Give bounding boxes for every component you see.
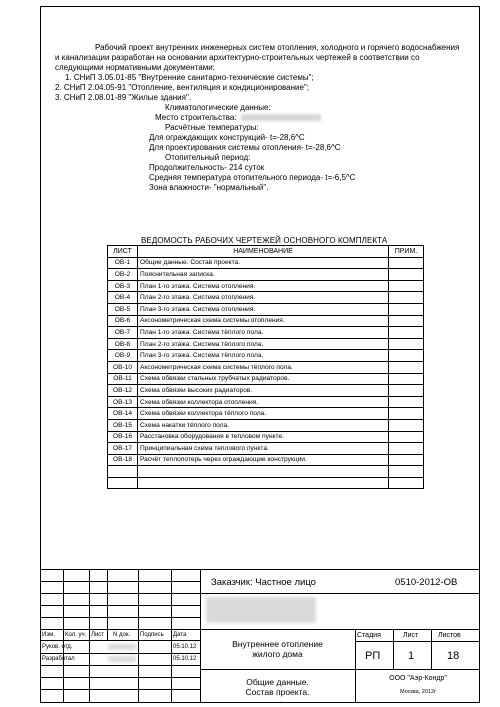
customer-label: Заказчик: Частное лицо bbox=[211, 577, 316, 588]
sheet-note bbox=[389, 350, 424, 362]
sheet-note bbox=[389, 361, 424, 373]
sheet-title: План 1-го этажа. Система отопления. bbox=[138, 280, 389, 292]
col-izm: Изм. bbox=[42, 632, 55, 638]
table-row bbox=[108, 350, 424, 362]
empty-cell bbox=[108, 477, 138, 489]
redacted-name-2 bbox=[108, 656, 136, 662]
table-row bbox=[108, 408, 424, 420]
sheet-name: Общие данные. Состав проекта. bbox=[245, 677, 310, 697]
sheet-title: Аксонометрическая схема системы тёплого пола. bbox=[138, 361, 389, 373]
sheet-title: План 3-го этажа. Система отопления. bbox=[138, 303, 389, 315]
norm-item: 3. СНиП 2.08.01-89 "Жилые здания". bbox=[55, 93, 192, 102]
date-developer: 05.10.12 bbox=[173, 656, 197, 662]
empty-cell bbox=[138, 477, 389, 489]
table-row bbox=[108, 303, 424, 315]
table-row bbox=[108, 419, 424, 431]
table-row bbox=[108, 373, 424, 385]
col-kol: Кол. уч. bbox=[65, 632, 87, 638]
sheets-label: Листов bbox=[438, 632, 461, 639]
table-row bbox=[108, 315, 424, 327]
city-year: Москва, 2012г bbox=[399, 689, 437, 695]
sheet-note bbox=[389, 408, 424, 420]
role-head: Руков. отд. bbox=[42, 644, 73, 650]
sheet-code: ОВ-18 bbox=[108, 454, 138, 466]
sheet-title: Схема обвязки стальных трубчатых радиаторов. bbox=[138, 373, 389, 385]
table-row bbox=[108, 292, 424, 304]
sheet-code: ОВ-4 bbox=[108, 292, 138, 304]
sheet-value: 1 bbox=[408, 650, 415, 662]
sheet-code: ОВ-6 bbox=[108, 315, 138, 327]
table-row bbox=[108, 431, 424, 443]
drawing-sheet bbox=[40, 6, 480, 703]
drawings-list-table bbox=[107, 245, 424, 489]
sheet-code: ОВ-14 bbox=[108, 408, 138, 420]
table-row bbox=[108, 257, 424, 269]
humidity-zone: Зона влажности- "нормальный". bbox=[149, 183, 269, 192]
stage-label: Стадия bbox=[357, 632, 381, 639]
table-row bbox=[108, 327, 424, 339]
sheet-code: ОВ-9 bbox=[108, 350, 138, 362]
sheet-code: ОВ-16 bbox=[108, 431, 138, 443]
col-data: Дата bbox=[173, 632, 187, 638]
sheet-code: ОВ-12 bbox=[108, 385, 138, 397]
header-name: НАИМЕНОВАНИЕ bbox=[138, 246, 389, 258]
sheet-code: ОВ-1 bbox=[108, 257, 138, 269]
norm-item: 2. СНиП 2.04.05-91 "Отопление, вентиляция и кондиционирование"; bbox=[55, 83, 310, 92]
sheet-note bbox=[389, 257, 424, 269]
title-block bbox=[41, 569, 479, 702]
table-row bbox=[108, 454, 424, 466]
redacted-address bbox=[206, 597, 316, 623]
heating-period-heading: Отопительный период: bbox=[165, 153, 251, 162]
table-row bbox=[108, 338, 424, 350]
col-list: Лист bbox=[91, 632, 105, 638]
sheet-code: ОВ-15 bbox=[108, 419, 138, 431]
sheet-title: План 3-го этажа. Система тёплого пола. bbox=[138, 350, 389, 362]
col-podpis: Подпись bbox=[140, 632, 164, 638]
sheet-title: Схема обвязки коллектора отопления. bbox=[138, 396, 389, 408]
empty-cell bbox=[389, 466, 424, 478]
company-name: ООО "Аэр-Кондр" bbox=[389, 675, 447, 682]
calc-temps-heading: Расчётные температуры: bbox=[165, 123, 259, 132]
sheet-code: ОВ-10 bbox=[108, 361, 138, 373]
sheet-title: Расчёт теплопотерь через ограждающие конструкции. bbox=[138, 454, 389, 466]
sheet-title: План 2-го этажа. Система отопления. bbox=[138, 292, 389, 304]
sheet-note bbox=[389, 396, 424, 408]
general-notes bbox=[55, 43, 465, 193]
stage-value: РП bbox=[365, 650, 381, 662]
table-row bbox=[108, 385, 424, 397]
sheet-title: Схема обвязки высоких радиаторов. bbox=[138, 385, 389, 397]
sheet-title: Схема накатки тёплого пола. bbox=[138, 419, 389, 431]
col-ndok: N док. bbox=[113, 632, 131, 638]
empty-row bbox=[108, 477, 424, 489]
sheet-code: ОВ-7 bbox=[108, 327, 138, 339]
redacted-place bbox=[241, 114, 321, 121]
empty-row bbox=[108, 466, 424, 478]
sheet-note bbox=[389, 338, 424, 350]
sheet-code: ОВ-17 bbox=[108, 443, 138, 455]
sheet-code: ОВ-3 bbox=[108, 280, 138, 292]
sheet-note bbox=[389, 373, 424, 385]
sheet-code: ОВ-5 bbox=[108, 303, 138, 315]
empty-cell bbox=[138, 466, 389, 478]
sheet-title: План 2-го этажа. Система тёплого пола. bbox=[138, 338, 389, 350]
norm-item: 1. СНиП 3.05.01-85 "Внутренние санитарно-технические системы"; bbox=[65, 73, 314, 82]
table-row bbox=[108, 280, 424, 292]
table-header-row bbox=[108, 246, 424, 258]
empty-cell bbox=[108, 466, 138, 478]
sheets-value: 18 bbox=[447, 650, 460, 662]
sheet-note bbox=[389, 303, 424, 315]
envelope-temp: Для ограждающих конструкций- t=-28,6^C bbox=[149, 133, 305, 142]
sheet-note bbox=[389, 454, 424, 466]
heating-duration: Продолжительность- 214 суток bbox=[149, 163, 265, 172]
sheet-title: Схема обвязки коллектора тёплого пола. bbox=[138, 408, 389, 420]
vedomost-title: ВЕДОМОСТЬ РАБОЧИХ ЧЕРТЕЖЕЙ ОСНОВНОГО КОМПЛЕКТА bbox=[141, 236, 388, 245]
sheet-note bbox=[389, 292, 424, 304]
empty-cell bbox=[389, 477, 424, 489]
sheet-code: ОВ-8 bbox=[108, 338, 138, 350]
sheet-note bbox=[389, 327, 424, 339]
table-row bbox=[108, 396, 424, 408]
construction-place-label: Место строительства: bbox=[55, 113, 465, 123]
sheet-title: Расстановка оборудования в тепловом пункте. bbox=[138, 431, 389, 443]
sheet-title: Пояснительная записка. bbox=[138, 269, 389, 281]
sheet-title: Аксонометрическая схема системы отопления. bbox=[138, 315, 389, 327]
climate-heading: Климатологические данные: bbox=[165, 103, 271, 112]
table-row bbox=[108, 361, 424, 373]
date-head: 05.10.12 bbox=[173, 644, 197, 650]
sheet-note bbox=[389, 269, 424, 281]
object-title: Внутреннее отопление жилого дома bbox=[232, 639, 323, 659]
document-code: 0510-2012-ОВ bbox=[395, 577, 458, 588]
notes-intro-paragraph: Рабочий проект внутренних инженерных систем отопления, холодного и горячего водоснабжения и канализации разработан на основании архитектурно-строительных чертежей в соответствии со следующими нормативными документами: bbox=[55, 43, 460, 72]
sheet-note bbox=[389, 280, 424, 292]
sheet-title: Принципиальная схема теплового пункта. bbox=[138, 443, 389, 455]
sheet-code: ОВ-13 bbox=[108, 396, 138, 408]
sheet-note bbox=[389, 443, 424, 455]
role-developer: Разработал bbox=[42, 656, 75, 662]
sheet-note bbox=[389, 385, 424, 397]
table-row bbox=[108, 443, 424, 455]
sheet-note bbox=[389, 431, 424, 443]
heating-temp: Для проектирования системы отопления- t=-28,6^C bbox=[149, 143, 341, 152]
sheet-label: Лист bbox=[403, 632, 419, 639]
average-temp: Средняя температура отопительного периода- t=-6,5^C bbox=[149, 173, 356, 182]
sheet-code: ОВ-11 bbox=[108, 373, 138, 385]
sheet-note bbox=[389, 315, 424, 327]
sheet-title: План 1-го этажа. Система тёплого пола. bbox=[138, 327, 389, 339]
redacted-name-1 bbox=[108, 644, 136, 650]
sheet-title: Общие данные. Состав проекта. bbox=[138, 257, 389, 269]
sheet-note bbox=[389, 419, 424, 431]
table-row bbox=[108, 269, 424, 281]
sheet-code: ОВ-2 bbox=[108, 269, 138, 281]
header-note: ПРИМ. bbox=[389, 246, 424, 258]
header-sheet: ЛИСТ bbox=[108, 246, 138, 258]
